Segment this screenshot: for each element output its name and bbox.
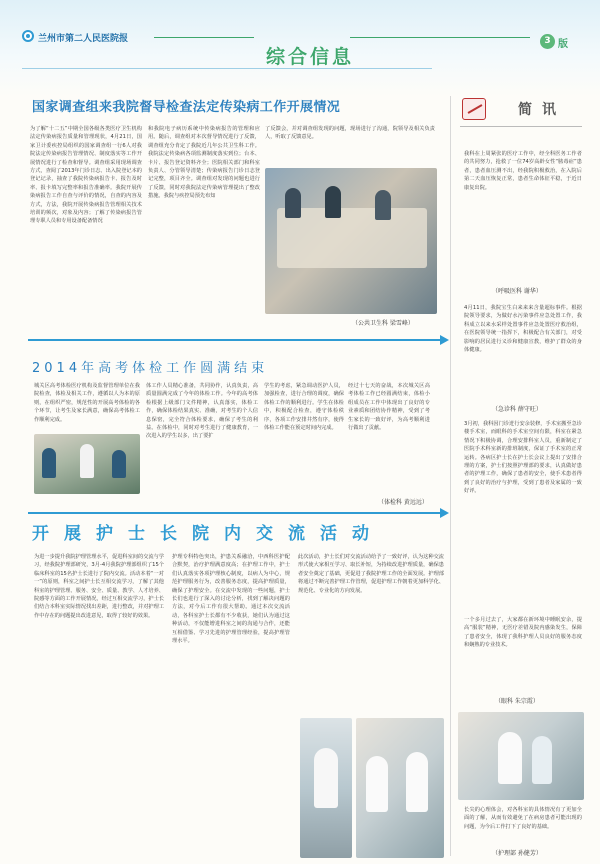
sidebar-item-3: 3月初，我科因门诊迸行安余装修，手术室搬至急诊楼手术室，而眼科的手术室空间有限，科室在紧急情况下积极协调，合理安排科室人员，重新制定了医院手术科室新的排班制度，保证了手术室的正常运转。各病区护士长在护士长会议上提出了安排合理的方案，护士们按照护理部的要求，认真做好患者的护理工作，确保了患者的安全，使手术患者得到了良好的治疗与护理，受到了患者及家属的一致好评。 — [464, 421, 582, 495]
page-label: 版 — [558, 39, 568, 50]
article3-photo-1 — [300, 718, 352, 858]
header-line-left — [154, 37, 254, 38]
article2-col4: 经过十七天的奋战，本次城关区高考体检工作已经圆满结束，体检小组成员在工作中体现出了良好的专业素质和团结协作精神，受到了考生家长的一致好评，为高考顺利进行做出了贡献。 — [348, 383, 430, 432]
sidebar-photo — [458, 712, 584, 800]
header-bottom-rule — [22, 68, 432, 69]
article2-col2: 体工作人员精心准备，共同协作，认真负责，高质量圆满完成了今年的体检工作。今年的高考体检根据上级部门文件精神，认真落实，体检工作，确保体检结果真实、准确，对考生的个人信息保密，完全符合体检要求，确保了考生的利益。在体检中，同时对考生进行了健康教育，一次进入的学生以多，出了要扩 — [146, 383, 258, 440]
article3-col3: 此次活动，护士长们对交流活动给予了一致好评，认为这种交流形式使大家相互学习、取长补短，为持续改进护理质量，确保患者安全奠定了基础，更促进了我院护理工作的全面发展。护理部将通过不断完善护理工作管理，促进护理工作朝着更加科学化、规范化、专业化的方向发展。 — [298, 554, 444, 594]
divider-line-1 — [28, 339, 446, 341]
sidebar-sig-1: （呼吸医科 谢华） — [492, 288, 542, 295]
green-circle-icon: 3 — [540, 34, 555, 49]
newspaper-name: 兰州市第二人民医院报 — [38, 34, 129, 44]
sidebar-item-2: 4月11日，我院宝生白来来来含量超标事件。根据院领导要求，为做好水污染事件应急处置工作，我科成立以来水采样处置事件应急处置医疗救治组，在医院领导统一指挥下，积极配合有关部门，对受影响的居民进行义诊和健康宣教，维护了群众的身体健康。 — [464, 305, 582, 354]
sidebar-divider — [450, 96, 451, 856]
article3-photo-2 — [356, 718, 444, 858]
sidebar-item-5: 长尖的心理体会，对各科室的具体情况有了更加全面的了解，从而有效避免了在病房患者可能出现的问题，为今后工作打下了良好的基础。 — [464, 807, 582, 830]
article2-caption: （体检科 黄远远） — [378, 499, 428, 506]
section-title: 综合信息 — [266, 46, 355, 68]
article2-col3: 学生的考虑，紧急调动医护人员，加强检查，进行合理的调度，确保体检工作的顺利进行。学生在体检中，积极配合检查，遵守体检秩序，各项工作安排井然有序，使得体检工作能在预定时间内完成。 — [264, 383, 344, 432]
article3-col2: 护理专科特色突出，护患关系融洽，中西科医护配合默契，治疗护理满意度高；在护理工作中，护士们认真落实各项护理核心制度，以病人为中心，规范护理服务行为，改善服务态度，提高护理质量，确保了护理安全。在交流中发现的一些问题，护士长们也进行了深入的讨论分析，找到了解决问题的方法，对今后工作有很大帮助。通过本次交流活动，各科室护士长都有不少收获，她们认为通过这种活动，不仅能增进科室之间的沟通与合作，还能互相借鉴、学习先进的护理管理经验，提高护理管理水平。 — [172, 554, 290, 645]
divider-line-2 — [28, 512, 446, 514]
sidebar-heading: 简讯 — [518, 102, 566, 118]
sidebar-sig-2: （急诊科 薛守旺） — [492, 406, 542, 413]
article1-caption: （公共卫生科 梁雪峰） — [352, 320, 414, 327]
article1-col2: 和我院电子病历系统中传染病报告的管理和应用。随后，调查组对本次督导情况进行了反馈，调查组充分肯定了我院近几年公共卫生科工作。我院法定传染病各项监测制度落实到位；台本、卡片、报告登记资料齐全；医院相关部门和科室负责人、分管领导清楚；传染病报告门诊日志登记完整，项目齐全。调查组对发现的问题也进行了反馈，同时对我院法定传染病管理提出了整改措施。我院与疾控局预先布知 — [148, 126, 260, 200]
article2-col1: 城关区高考体检医疗机构及监督管理单位在我院检查，体检及相关工作，遵循以人为本的原则，在组织严密，规范性的开展高考体检的各个环节，让考生及家长满意，确保高考体检工作顺利完成。 — [34, 383, 140, 423]
article1-photo — [265, 168, 437, 314]
arrow-right-icon — [440, 508, 449, 518]
sidebar-item-4: 一个多月过去了，大家都在新环境中睡眠安余，提高“服装”精神，无医疗差错及院内感染发生，保障了患者安全，体现了我科护理人员良好的服务态度和娴熟的专业技术。 — [464, 617, 582, 649]
article3-col1: 为进一步提升我院护理管理水平，促进科室间的交流与学习，经我院护理部研究，3月-4月我院护理部组织了15个临床科室的15名护士长进行了院内交流。活动本着“一对一”的原则，科室之间护士长互相交流学习，了解了其他科室的护理管理、服务、安全、质量、教学、人才培养、院感等方面的工作开展情况，经过互相交流学习，护士长们结合本科室实际情况找出差距，进行整改，并对护理工作中存在的问题提出改进意见，取得了较好的效果。 — [34, 554, 164, 619]
article1-col1: 为了解“十二五”中期全国各级各类医疗卫生机构法定传染病报告质量和管理现状，4月21日，国家卫计委疾控局组织的国家调查组一行6人对我院法定传染病报告管理情况、制度落实等工作开展情况进行了检查和督导。调查组采用现场调查方式，查阅了2013年门诊日志、出入院登记本的登记记录，抽查了我院传染病报告卡、报告及时率、报卡填写完整率和报告准确率。我院开展传染病报告工作自查与评价的情况，自查的内容及方式，方法，我院开展传染病报告管理相关技术培训的频次，对象及内容；了解了传染病报告管理专职人员和专用设备配备情况 — [30, 126, 142, 225]
article2-title: 2014年高考体检工作圆满结束 — [32, 361, 269, 376]
pen-icon — [462, 98, 486, 120]
article2-photo — [34, 434, 140, 494]
sidebar-heading-rule — [460, 126, 582, 127]
arrow-right-icon — [440, 335, 449, 345]
article1-title: 国家调查组来我院督导检查法定传染病工作开展情况 — [32, 100, 341, 115]
hospital-logo-icon — [22, 30, 34, 42]
sidebar-sig-3: （眼科 朱宗霞） — [495, 698, 539, 705]
sidebar-sig-4: （护理部 孙健芳） — [492, 850, 542, 857]
sidebar-item-1: 我科在上周紧张的医疗工作中，经全科医务工作者的共同努力，抢救了一位74岁高龄女性“脓毒症”患者，患者血压测不出，经我院积极救治，在入院后第二天血压恢复正常，患者生命体征平稳，于近日康复出院。 — [464, 151, 582, 191]
article3-title: 开展护士长院内交流活动 — [32, 524, 384, 544]
article1-col3: 了反馈会，并对调查组发现的问题，现场进行了沟通，院领导及相关负责人，听取了反馈意见。 — [265, 126, 435, 141]
header-line-right — [350, 37, 530, 38]
